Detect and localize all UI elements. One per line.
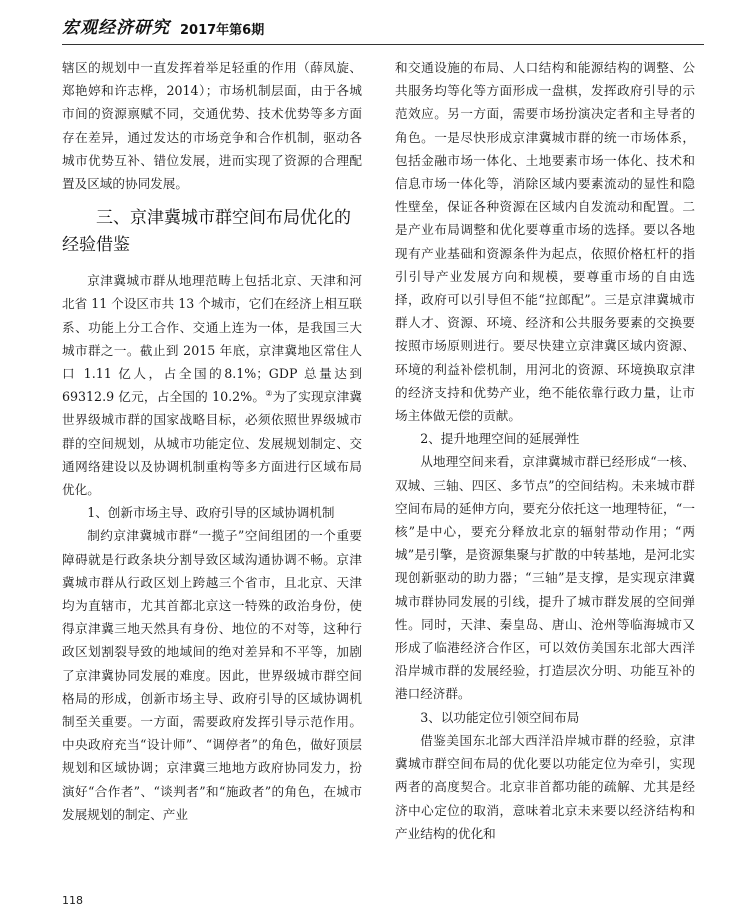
paragraph-intro-text: 京津冀城市群从地理范畴上包括北京、天津和河北省 11 个设区市共 13 个城市，它们在经济上相互联系、功能上分工合作、交通上连为一体，是我国三大城市群之一。截止到 2015 年底，京津冀地区常住人口 1.11 亿人，占全国的8.1%；GDP 总量达到69312.9 亿元，占全国的 10.2%。 (62, 273, 362, 405)
running-header (62, 12, 702, 38)
issue-label: 2017年第6期 (180, 23, 265, 38)
subheading-3: 3、以功能定位引领空间布局 (420, 709, 580, 725)
left-column (62, 56, 362, 826)
paragraph-geography: 从地理空间来看，京津冀城市群已经形成“一核、双城、三轴、四区、多节点”的空间结构。未来城市群空间布局的延伸方向，要充分依托这一地理特征，“一核”是中心，要充分释放北京的辐射带动作用；“两城”是引擎，是资源集聚与扩散的中转基地，是河北实现创新驱动的助力器；“三轴”是支撑，是实现京津冀城市群协同发展的引线，提升了城市群发展的空间弹性。同时，天津、秦皇岛、唐山、沧州等临海城市又形成了临港经济合作区，可以效仿美国东北部大西洋沿岸城市群的发展经验，打造层次分明、功能互补的港口经济群。 (395, 454, 695, 702)
section-heading: 三、京津冀城市群空间布局优化的经验借鉴 (62, 208, 351, 256)
paragraph-continued: 辖区的规划中一直发挥着举足轻重的作用（薛凤旋、郑艳婷和许志桦，2014）；市场机制层面，由于各城市间的资源禀赋不同，交通优势、技术优势等多方面存在差异，通过发达的市场竞争和合作机制，驱动各城市优势互补、错位发展，进而实现了资源的合理配置及区域的协同发展。 (62, 60, 362, 192)
paragraph-intro-text-cont: 为了实现京津冀世界级城市群的国家战略目标，必须依照世界级城市群的空间规划，从城市功能定位、发展规划制定、交通网络建设以及协调机制重构等多方面进行区域布局优化。 (62, 389, 363, 498)
right-column (395, 56, 695, 845)
journal-title: 宏观经济研究 (62, 18, 170, 38)
header-divider (62, 44, 704, 45)
paragraph-function: 借鉴美国东北部大西洋沿岸城市群的经验，京津冀城市群空间布局的优化要以功能定位为牵引，实现两者的高度契合。北京非首都功能的疏解、尤其是经济中心定位的取消，意味着北京未来要以经济结构和产业结构的优化和 (395, 732, 695, 841)
page-number: 118 (62, 894, 83, 907)
paragraph-coordination: 制约京津冀城市群“一揽子”空间组团的一个重要障碍就是行政条块分割导致区域沟通协调不畅。京津冀城市群从行政区划上跨越三个省市，且北京、天津均为直辖市，尤其首都北京这一特殊的政治身份，使得京津冀三地天然具有身份、地位的不对等，这种行政区划割裂导致的地域间的绝对差异和不平等，加剧了京津冀协同发展的难度。因此，世界级城市群空间格局的形成，创新市场主导、政府引导的区域协调机制至关重要。一方面，需要政府发挥引导示范作用。中央政府充当“设计师”、“调停者”的角色，做好顶层规划和区域协调；京津冀三地地方政府协同发力，扮演好“合作者”、“谈判者”和“施政者”的角色，在城市发展规划的制定、产业 (62, 528, 362, 822)
paragraph-intro (62, 269, 362, 501)
footnote-marker: ② (265, 389, 273, 399)
subheading-1: 1、创新市场主导、政府引导的区域协调机制 (87, 505, 335, 521)
subheading-2: 2、提升地理空间的延展弹性 (420, 431, 580, 447)
paragraph-market: 和交通设施的布局、人口结构和能源结构的调整、公共服务均等化等方面形成一盘棋，发挥政府引导的示范效应。另一方面，需要市场扮演决定者和主导者的角色。一是尽快形成京津冀城市群的统一市场体系，包括金融市场一体化、土地要素市场一体化、技术和信息市场一体化等，消除区域内要素流动的显性和隐性壁垒，保证各种资源在区域内自发流动和配置。二是产业布局调整和优化要尊重市场的选择。要以各地现有产业基础和资源条件为起点，依照价格杠杆的指引引导产业发展方向和规模，要尊重市场的自由选择，政府可以引导但不能“拉郎配”。三是京津冀城市群人才、资源、环境、经济和公共服务要素的交换要按照市场原则进行。要尽快建立京津冀区域内资源、环境的利益补偿机制，用河北的资源、环境换取京津的经济支持和优势产业，绝不能依靠行政力量，让市场主体做无偿的贡献。 (395, 60, 695, 424)
